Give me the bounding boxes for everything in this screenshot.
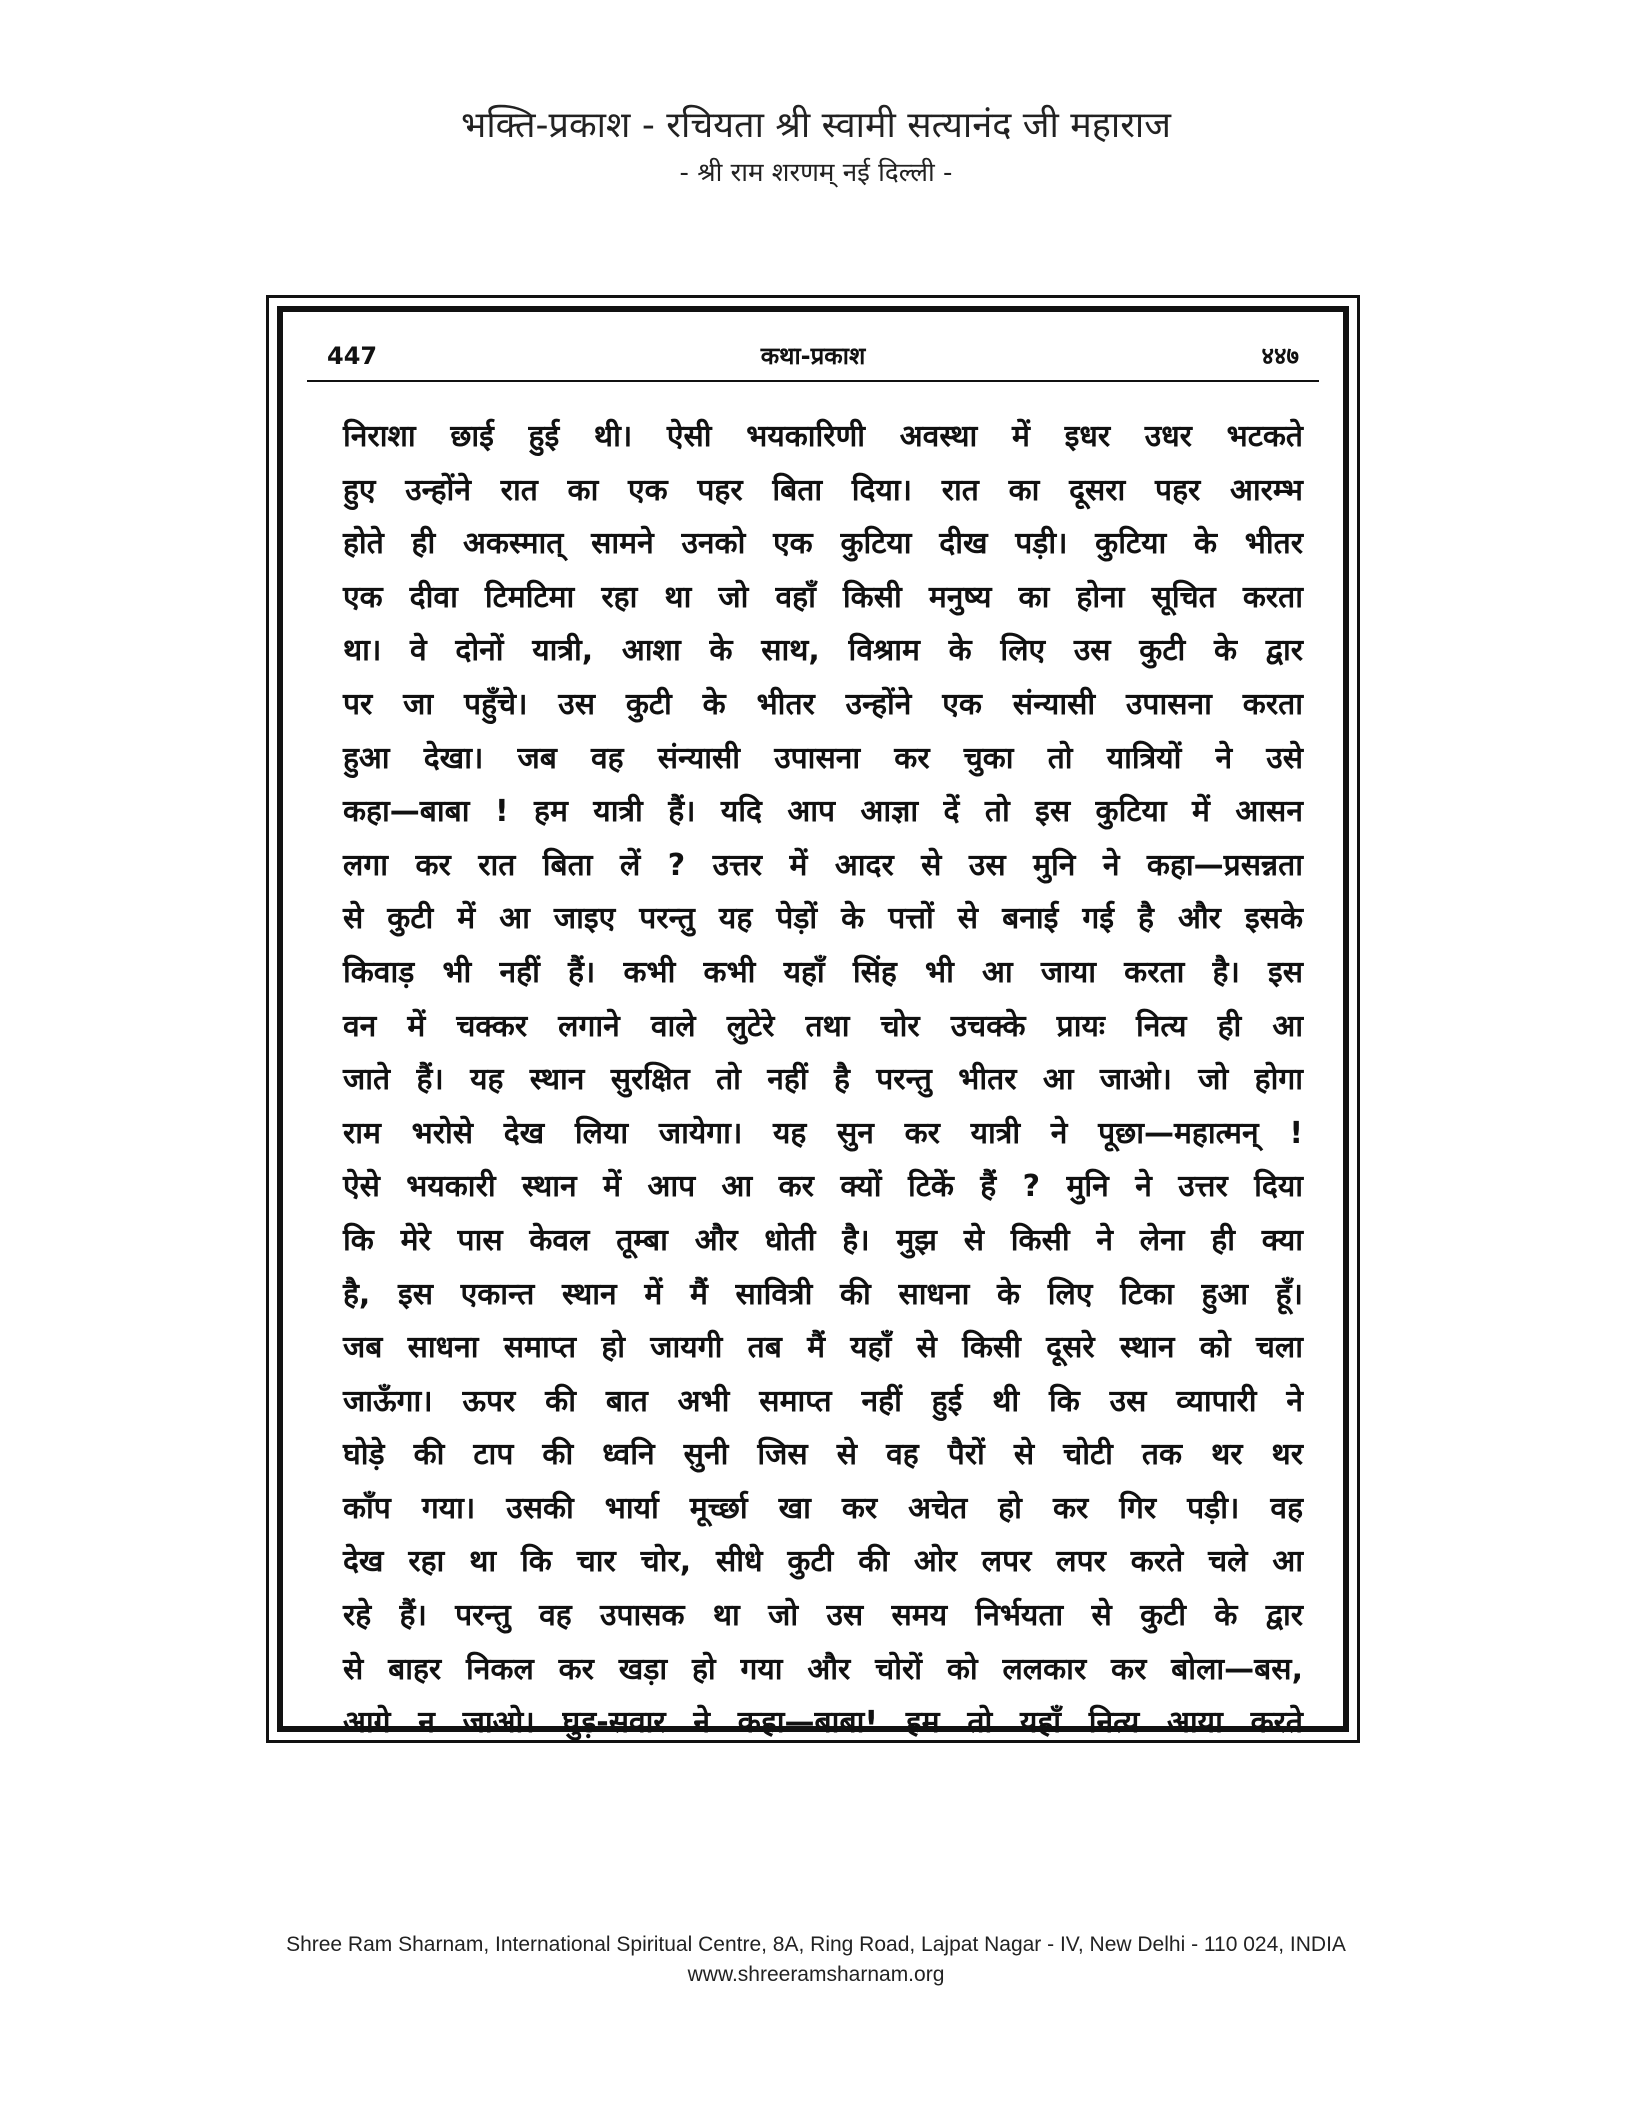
text-line: ऐसे भयकारी स्थान में आप आ कर क्यों टिकें हैं ? मुनि ने उत्तर दिया [343,1169,1303,1205]
text-line: निराशा छाई हुई थी। ऐसी भयकारिणी अवस्था में इधर उधर भटकते [343,419,1303,454]
text-line: किवाड़ भी नहीं हैं। कभी कभी यहाँ सिंह भी आ जाया करता है। इस [343,954,1303,990]
text-line: आगे न जाओ। घुड़-सवार ने कहा—बाबा! हम तो यहाँ नित्य आया करते [343,1705,1303,1741]
page-number-right: ४४७ [1261,342,1299,370]
text-line: हुए उन्होंने रात का एक पहर बिता दिया। रात का दूसरा पहर आरम्भ [343,472,1303,508]
text-line: है, इस एकान्त स्थान में मैं सावित्री की साधना के लिए टिका हुआ हूँ। [343,1276,1303,1312]
text-line: रहे हैं। परन्तु वह उपासक था जो उस समय निर्भयता से कुटी के द्वार [343,1598,1303,1634]
header-rule [307,380,1319,382]
text-line: कहा—बाबा ! हम यात्री हैं। यदि आप आज्ञा दें तो इस कुटिया में आसन [343,794,1303,830]
text-line: था। वे दोनों यात्री, आशा के साथ, विश्राम के लिए उस कुटी के द्वार [343,633,1303,669]
text-line: जाऊँगा। ऊपर की बात अभी समाप्त नहीं हुई थी कि उस व्यापारी ने [343,1383,1303,1419]
text-line: जब साधना समाप्त हो जायगी तब मैं यहाँ से किसी दूसरे स्थान को चला [343,1330,1303,1366]
text-line: घोड़े की टाप की ध्वनि सुनी जिस से वह पैरों से चोटी तक थर थर [343,1437,1303,1473]
header-subtitle: - श्री राम शरणम् नई दिल्ली - [679,158,953,188]
text-line: राम भरोसे देख लिया जायेगा। यह सुन कर यात्री ने पूछा—महात्मन् ! [343,1115,1303,1151]
running-title: कथा-प्रकाश [760,342,866,370]
text-line: जाते हैं। यह स्थान सुरक्षित तो नहीं है परन्तु भीतर आ जाओ। जो होगा [343,1062,1303,1098]
text-line: हुआ देखा। जब वह संन्यासी उपासना कर चुका तो यात्रियों ने उसे [343,740,1303,776]
body-text [343,410,1303,1750]
text-line: काँप गया। उसकी भार्या मूर्च्छा खा कर अचेत हो कर गिर पड़ी। वह [343,1490,1303,1526]
text-line: से बाहर निकल कर खड़ा हो गया और चोरों को ललकार कर बोला—बस, [343,1651,1303,1687]
running-head [327,338,1299,374]
text-line: होते ही अकस्मात् सामने उनको एक कुटिया दीख पड़ी। कुटिया के भीतर [343,526,1303,562]
text-line: पर जा पहुँचे। उस कुटी के भीतर उन्होंने एक संन्यासी उपासना करता [343,686,1303,722]
text-line: कि मेरे पास केवल तूम्बा और धोती है। मुझ से किसी ने लेना ही क्या [343,1222,1303,1258]
text-line: वन में चक्कर लगाने वाले लुटेरे तथा चोर उचक्के प्रायः नित्य ही आ [343,1008,1303,1044]
book-page-frame [266,295,1360,1743]
header-title: भक्ति-प्रकाश - रचियता श्री स्वामी सत्यानंद जी महाराज [461,105,1171,146]
page-footer [0,1930,1632,1990]
footer-website: www.shreeramsharnam.org [687,1963,945,1986]
text-line: एक दीवा टिमटिमा रहा था जो वहाँ किसी मनुष्य का होना सूचित करता [343,579,1303,615]
page-header [0,100,1632,194]
text-line: देख रहा था कि चार चोर, सीधे कुटी की ओर लपर लपर करते चले आ [343,1544,1303,1580]
footer-address: Shree Ram Sharnam, International Spiritual Centre, 8A, Ring Road, Lajpat Nagar - IV, New Delhi - 110 024, INDIA [286,1933,1346,1956]
text-line: लगा कर रात बिता लें ? उत्तर में आदर से उस मुनि ने कहा—प्रसन्नता [343,847,1303,883]
text-line: से कुटी में आ जाइए परन्तु यह पेड़ों के पत्तों से बनाई गई है और इसके [343,901,1303,937]
page-number-left: 447 [327,342,378,370]
book-page-inner-border [277,306,1349,1741]
